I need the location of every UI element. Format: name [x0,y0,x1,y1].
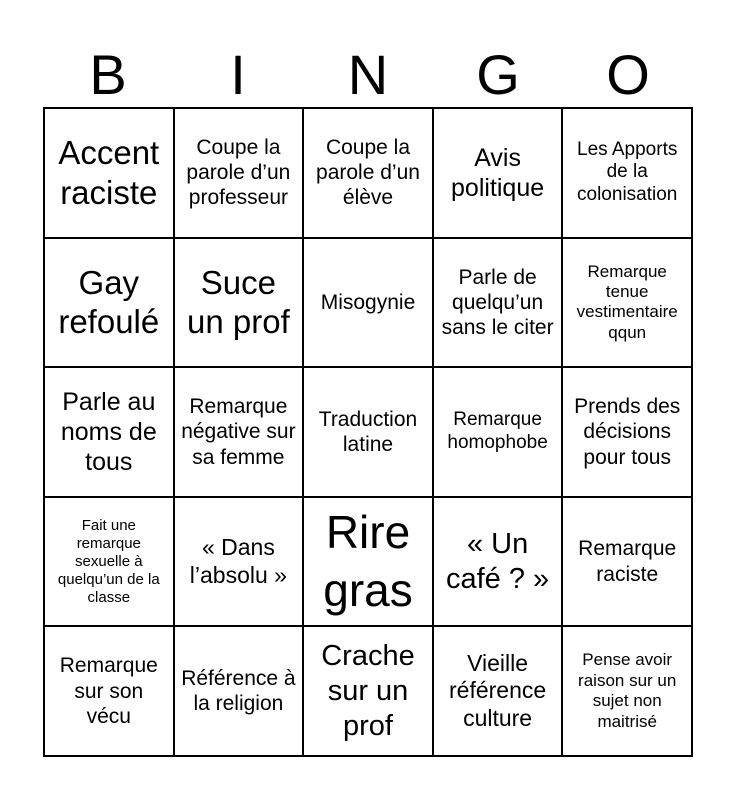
header-letter-g: G [476,43,520,106]
bingo-cell[interactable]: Parle au noms de tous [44,367,174,497]
bingo-cell[interactable]: Remarque raciste [562,497,692,627]
bingo-cell[interactable]: Coupe la parole d’un élève [303,108,433,238]
bingo-cell[interactable]: Remarque tenue vestimentaire qqun [562,238,692,368]
bingo-cell[interactable]: Accent raciste [44,108,174,238]
bingo-cell[interactable]: Traduction latine [303,367,433,497]
header-letter-o: O [606,43,650,106]
bingo-cell[interactable]: Pense avoir raison sur un sujet non maitrisé [562,626,692,756]
bingo-cell[interactable]: Rire gras [303,497,433,627]
header-letter-b: B [89,43,127,106]
bingo-grid [43,107,693,757]
bingo-header [43,40,693,110]
bingo-cell[interactable]: « Dans l’absolu » [174,497,304,627]
bingo-cell[interactable]: Misogynie [303,238,433,368]
header-letter-n: N [347,43,389,106]
bingo-cell[interactable]: Coupe la parole d’un professeur [174,108,304,238]
bingo-cell[interactable]: Avis politique [433,108,563,238]
bingo-cell[interactable]: Remarque homophobe [433,367,563,497]
bingo-cell[interactable]: Fait une remarque sexuelle à quelqu’un de la classe [44,497,174,627]
header-letter-i: I [230,43,246,106]
bingo-cell[interactable]: Parle de quelqu’un sans le citer [433,238,563,368]
bingo-cell[interactable]: Remarque sur son vécu [44,626,174,756]
bingo-cell[interactable]: « Un café ? » [433,497,563,627]
bingo-cell[interactable]: Gay refoulé [44,238,174,368]
bingo-cell[interactable]: Référence à la religion [174,626,304,756]
bingo-cell[interactable]: Vieille référence culture [433,626,563,756]
bingo-cell[interactable]: Remarque négative sur sa femme [174,367,304,497]
bingo-cell[interactable]: Suce un prof [174,238,304,368]
bingo-cell[interactable]: Les Apports de la colonisation [562,108,692,238]
bingo-cell[interactable]: Crache sur un prof [303,626,433,756]
bingo-cell[interactable]: Prends des décisions pour tous [562,367,692,497]
